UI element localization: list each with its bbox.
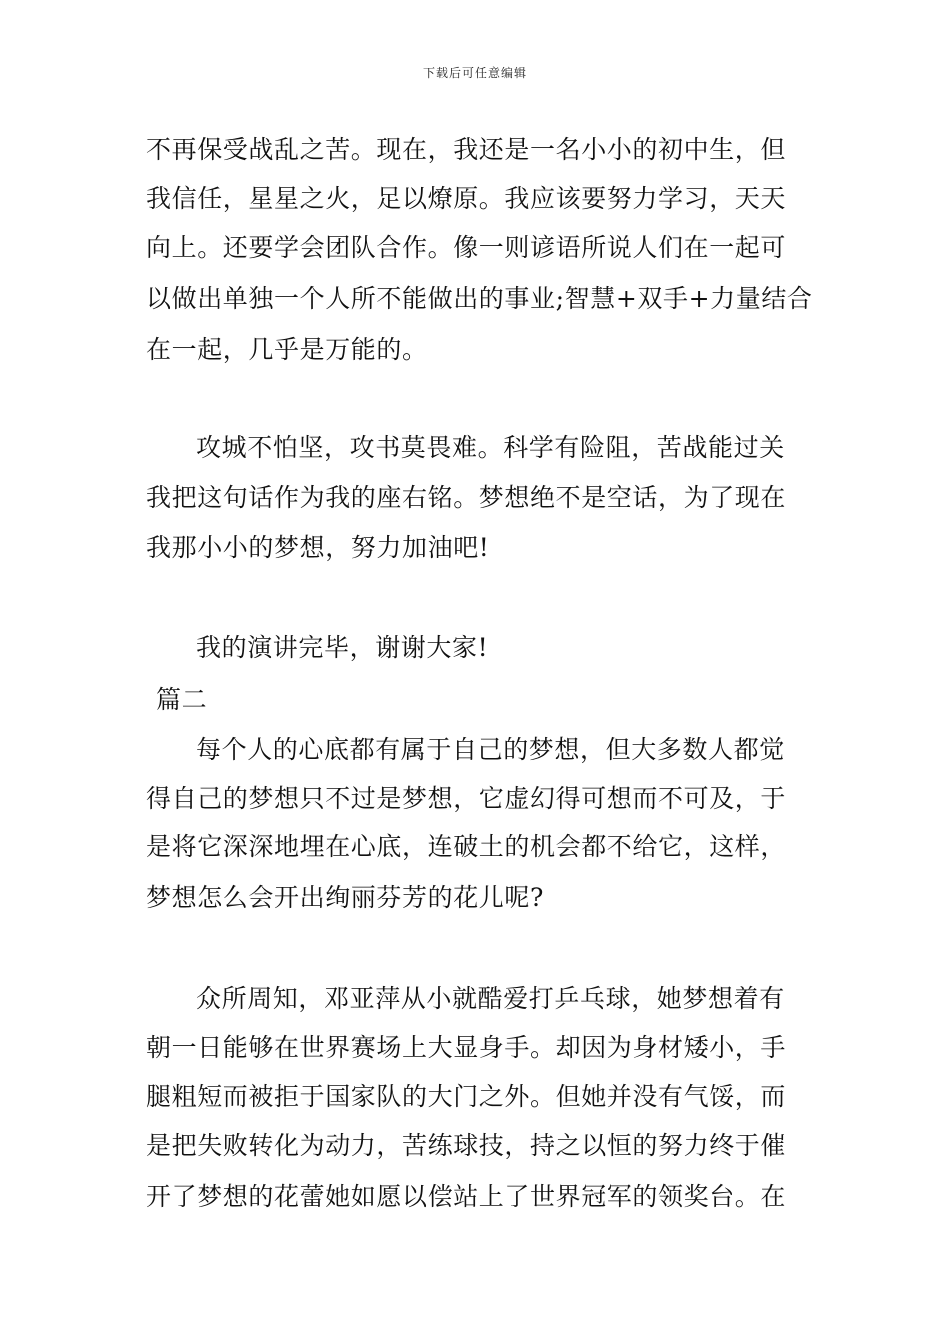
section-title: 篇二 xyxy=(156,685,208,714)
paragraph-5-line-3: 腿粗短而被拒于国家队的大门之外。但她并没有气馁，而 xyxy=(146,1082,787,1111)
paragraph-5-line-5: 开了梦想的花蕾她如愿以偿站上了世界冠军的领奖台。在 xyxy=(146,1182,787,1211)
paragraph-1-line-3: 向上。还要学会团队合作。像一则谚语所说人们在一起可 xyxy=(146,233,787,262)
paragraph-2-line-3: 我那小小的梦想，努力加油吧! xyxy=(146,533,490,562)
paragraph-1-line-5: 在一起，几乎是万能的。 xyxy=(146,335,428,364)
paragraph-4-line-2: 得自己的梦想只不过是梦想，它虚幻得可想而不可及，于 xyxy=(146,784,787,813)
paragraph-5-line-1: 众所周知，邓亚萍从小就酷爱打乒乓球，她梦想着有 xyxy=(196,984,785,1013)
paragraph-2-line-1: 攻城不怕坚，攻书莫畏难。科学有险阻，苦战能过关 xyxy=(196,433,785,462)
paragraph-4-line-1: 每个人的心底都有属于自己的梦想，但大多数人都觉 xyxy=(196,735,785,764)
paragraph-2-line-2: 我把这句话作为我的座右铭。梦想绝不是空话，为了现在 xyxy=(146,483,787,512)
paragraph-1-line-4: 以做出单独一个人所不能做出的事业;智慧+双手+力量结合 xyxy=(146,284,813,313)
paragraph-5-line-2: 朝一日能够在世界赛场上大显身手。却因为身材矮小，手 xyxy=(146,1033,787,1062)
paragraph-5-line-4: 是把失败转化为动力，苦练球技，持之以恒的努力终于催 xyxy=(146,1131,787,1160)
paragraph-4-line-3: 是将它深深地埋在心底，连破土的机会都不给它，这样， xyxy=(146,832,787,861)
page-header: 下载后可任意编辑 xyxy=(422,66,527,80)
paragraph-1-line-1: 不再保受战乱之苦。现在，我还是一名小小的初中生，但 xyxy=(146,135,787,164)
paragraph-4-line-4: 梦想怎么会开出绚丽芬芳的花儿呢? xyxy=(146,883,545,912)
paragraph-3-line-1: 我的演讲完毕，谢谢大家! xyxy=(196,633,489,662)
paragraph-1-line-2: 我信任，星星之火，足以燎原。我应该要努力学习，天天 xyxy=(146,184,787,213)
